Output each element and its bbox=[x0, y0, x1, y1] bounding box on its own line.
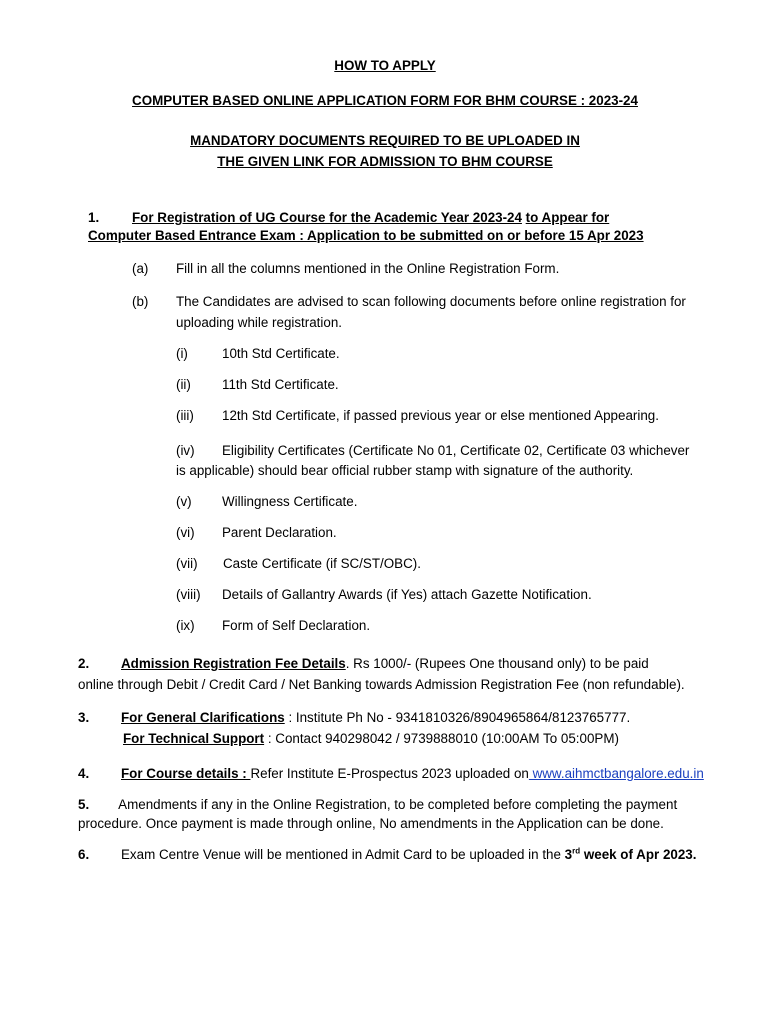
institute-phone-text: : Institute Ph No - 9341810326/8904965864/8123765777. bbox=[284, 710, 631, 725]
how-to-apply-title: HOW TO APPLY bbox=[334, 58, 436, 73]
item-a-label: (a) bbox=[132, 261, 149, 276]
section1-heading-line2: Computer Based Entrance Exam : Application to be submitted on or before 15 Apr 2023 bbox=[88, 228, 644, 243]
general-clarifications-heading: For General Clarifications bbox=[121, 710, 285, 725]
doc-label-v: (v) bbox=[176, 494, 192, 509]
doc-label-ii: (ii) bbox=[176, 377, 191, 392]
course-details-heading: For Course details : bbox=[121, 766, 251, 781]
section6-number: 6. bbox=[78, 847, 90, 862]
section4-number: 4. bbox=[78, 766, 90, 781]
doc-text-vi: Parent Declaration. bbox=[222, 525, 337, 540]
doc-text-iii: 12th Std Certificate, if passed previous year or else mentioned Appearing. bbox=[222, 408, 659, 423]
exam-week-tail: week of Apr 2023. bbox=[580, 847, 697, 862]
doc-text-iv-line2: is applicable) should bear official rubber stamp with signature of the authority. bbox=[176, 463, 634, 478]
section6-line bbox=[121, 847, 696, 862]
mandatory-docs-line1: MANDATORY DOCUMENTS REQUIRED TO BE UPLOADED IN bbox=[190, 133, 580, 148]
doc-label-i: (i) bbox=[176, 346, 188, 361]
item-b-line2: uploading while registration. bbox=[176, 315, 342, 330]
section3-line2 bbox=[123, 731, 619, 746]
section4-line bbox=[121, 766, 704, 781]
section1-heading-part2: to Appear for bbox=[525, 210, 610, 225]
doc-text-ix: Form of Self Declaration. bbox=[222, 618, 371, 633]
exam-week-suffix: rd bbox=[572, 846, 581, 856]
section2-fee-text: . Rs 1000/- (Rupees One thousand only) to be paid bbox=[345, 656, 649, 671]
doc-label-viii: (viii) bbox=[176, 587, 201, 602]
section5-number: 5. bbox=[78, 797, 90, 812]
section1-heading bbox=[132, 210, 609, 225]
form-title: COMPUTER BASED ONLINE APPLICATION FORM FOR BHM COURSE : 2023-24 bbox=[132, 93, 638, 108]
exam-week-number: 3 bbox=[564, 847, 573, 862]
section5-line1 bbox=[78, 797, 677, 812]
section3-line1 bbox=[121, 710, 630, 725]
doc-label-vii: (vii) bbox=[176, 556, 198, 571]
item-b-line1: The Candidates are advised to scan following documents before online registration for bbox=[176, 294, 686, 309]
section1-number: 1. bbox=[88, 210, 100, 225]
doc-label-iii: (iii) bbox=[176, 408, 194, 423]
mandatory-docs-line2: THE GIVEN LINK FOR ADMISSION TO BHM COURSE bbox=[217, 154, 553, 169]
doc-text-iv: Eligibility Certificates (Certificate No 01, Certificate 02, Certificate 03 whichever bbox=[222, 443, 690, 458]
technical-support-heading: For Technical Support bbox=[123, 731, 265, 746]
doc-text-i: 10th Std Certificate. bbox=[222, 346, 340, 361]
item-a-text: Fill in all the columns mentioned in the Online Registration Form. bbox=[176, 261, 560, 276]
doc-text-viii: Details of Gallantry Awards (if Yes) attach Gazette Notification. bbox=[222, 587, 592, 602]
section1-heading-part1: For Registration of UG Course for the Academic Year 2023-24 bbox=[132, 210, 522, 225]
prospectus-text: Refer Institute E-Prospectus 2023 uploaded on bbox=[250, 766, 529, 781]
doc-text-ii: 11th Std Certificate. bbox=[222, 377, 339, 392]
section5-text1: Amendments if any in the Online Registration, to be completed before completing the payment bbox=[118, 797, 678, 812]
section2-heading: Admission Registration Fee Details bbox=[121, 656, 346, 671]
section5-line2: procedure. Once payment is made through online, No amendments in the Application can be done. bbox=[78, 816, 664, 831]
section2-number: 2. bbox=[78, 656, 90, 671]
technical-contact-text: : Contact 940298042 / 9739888010 (10:00AM To 05:00PM) bbox=[264, 731, 619, 746]
section3-number: 3. bbox=[78, 710, 90, 725]
doc-label-iv: (iv) bbox=[176, 443, 195, 458]
institute-website-link[interactable]: www.aihmctbangalore.edu.in bbox=[528, 766, 704, 781]
section2-line2: online through Debit / Credit Card / Net Banking towards Admission Registration Fee (non refundable). bbox=[78, 677, 685, 692]
doc-text-vii: Caste Certificate (if SC/ST/OBC). bbox=[223, 556, 421, 571]
item-b-label: (b) bbox=[132, 294, 149, 309]
doc-label-ix: (ix) bbox=[176, 618, 195, 633]
exam-venue-text: Exam Centre Venue will be mentioned in Admit Card to be uploaded in the bbox=[121, 847, 565, 862]
doc-label-vi: (vi) bbox=[176, 525, 195, 540]
doc-text-v: Willingness Certificate. bbox=[222, 494, 358, 509]
section2-line1 bbox=[121, 656, 649, 671]
